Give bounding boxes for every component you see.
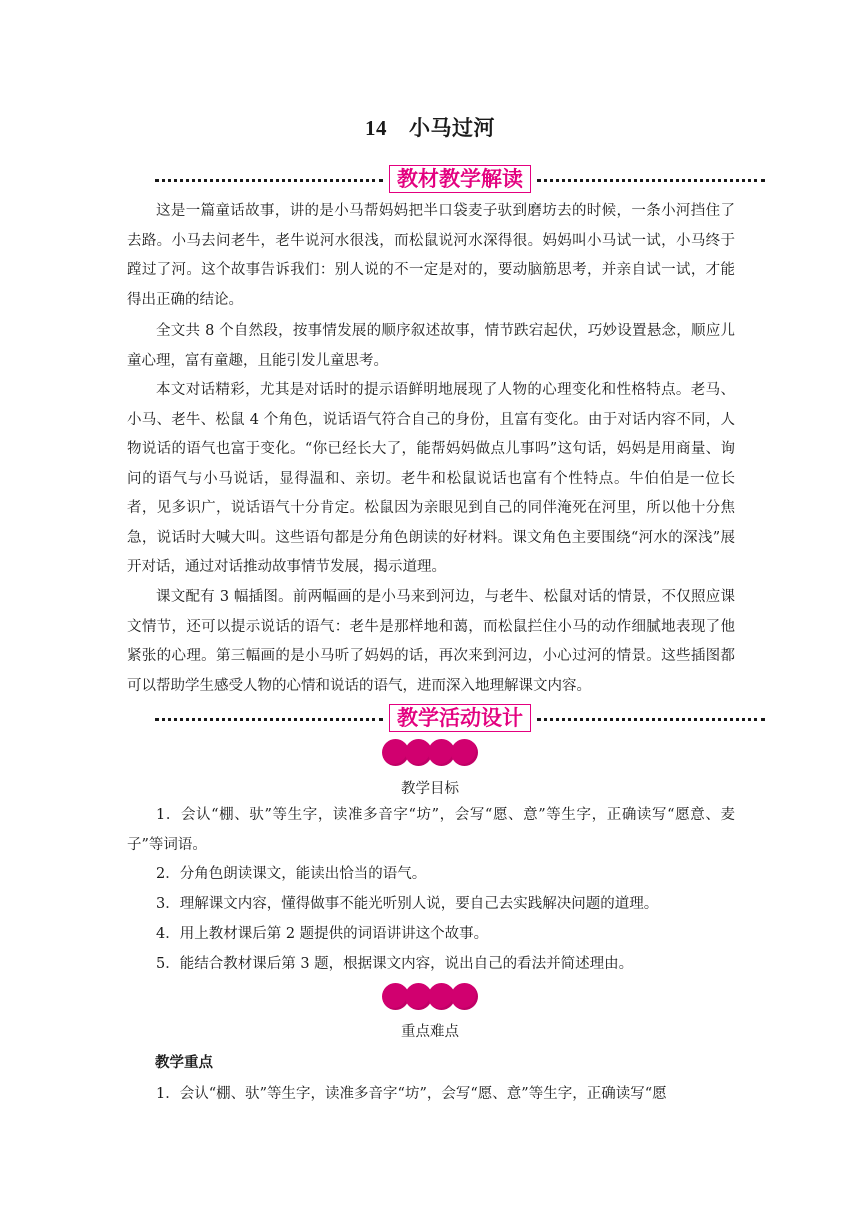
goal-item-2: 2．分角色朗读课文，能读出恰当的语气。 [156, 866, 427, 882]
dotted-rule-right [537, 718, 765, 721]
goal-item-1: 1．会认“棚、驮”等生字，读准多音字“坊”，会写“愿、意”等生字，正确读写“愿意、麦子”等词语。 [127, 807, 735, 853]
key-point-item-1: 1．会认“棚、驮”等生字，读准多音字“坊”，会写“愿、意”等生字，正确读写“愿 [156, 1086, 667, 1102]
goal-item-4: 4．用上教材课后第 2 题提供的词语讲讲这个故事。 [156, 926, 489, 942]
section-divider-1 [155, 165, 765, 195]
interpretation-paragraph-4: 课文配有 3 幅插图。前两幅画的是小马来到河边，与老牛、松鼠对话的情景，不仅照应课文情节，还可以提示说话的语气：老牛是那样地和蔼，而松鼠拦住小马的动作细腻地表现了他紧张的心理。第三幅画的是小马听了妈妈的话，再次来到河边，小心过河的情景。这些插图都可以帮助学生感受人物的心情和说话的语气，进而深入地理解课文内容。 [127, 589, 735, 694]
section-heading-activity-design: 教学活动设计 [389, 704, 531, 732]
dotted-rule-right [537, 179, 765, 182]
goal-item-3: 3．理解课文内容，懂得做事不能光听别人说，要自己去实践解决问题的道理。 [156, 896, 659, 912]
decorative-circles-2 [0, 983, 860, 1013]
interpretation-paragraph-1: 这是一篇童话故事，讲的是小马帮妈妈把半口袋麦子驮到磨坊去的时候，一条小河挡住了去路。小马去问老牛，老牛说河水很浅，而松鼠说河水深得很。妈妈叫小马试一试，小马终于蹚过了河。这个故事告诉我们：别人说的不一定是对的，要动脑筋思考，并亲自试一试，才能得出正确的结论。 [127, 203, 735, 308]
dotted-rule-left [155, 718, 383, 721]
circle-ornament [451, 739, 478, 766]
goal-item-5: 5．能结合教材课后第 3 题，根据课文内容，说出自己的看法并简述理由。 [156, 956, 634, 972]
decorative-circles-1 [0, 739, 860, 769]
interpretation-paragraph-3: 本文对话精彩，尤其是对话时的提示语鲜明地展现了人物的心理变化和性格特点。老马、小马、老牛、松鼠 4 个角色，说话语气符合自己的身份，且富有变化。由于对话内容不同，人物说话的语气也富于变化。“你已经长大了，能帮妈妈做点儿事吗”这句话，妈妈是用商量、询问的语气与小马说话，显得温和、亲切。老牛和松鼠说话也富有个性特点。牛伯伯是一位长者，见多识广，说话语气十分肯定。松鼠因为亲眼见到自己的同伴淹死在河里，所以他十分焦急，说话时大喊大叫。这些语句都是分角色朗读的好材料。课文角色主要围绕“河水的深浅”展开对话，通过对话推动故事情节发展，揭示道理。 [127, 382, 735, 575]
goals-heading: 教学目标 [401, 781, 459, 797]
key-difficult-heading: 重点难点 [401, 1024, 459, 1040]
interpretation-paragraph-2: 全文共 8 个自然段，按事情发展的顺序叙述故事，情节跌宕起伏，巧妙设置悬念，顺应儿童心理，富有童趣，且能引发儿童思考。 [127, 323, 735, 369]
lesson-title-text: 小马过河 [409, 116, 495, 140]
section-divider-2 [155, 704, 765, 734]
dotted-rule-left [155, 179, 383, 182]
lesson-number: 14 [365, 116, 387, 140]
section-heading-teaching-interpretation: 教材教学解读 [389, 165, 531, 193]
circle-ornament [451, 983, 478, 1010]
lesson-title [0, 112, 860, 142]
key-points-subheading: 教学重点 [155, 1055, 213, 1071]
